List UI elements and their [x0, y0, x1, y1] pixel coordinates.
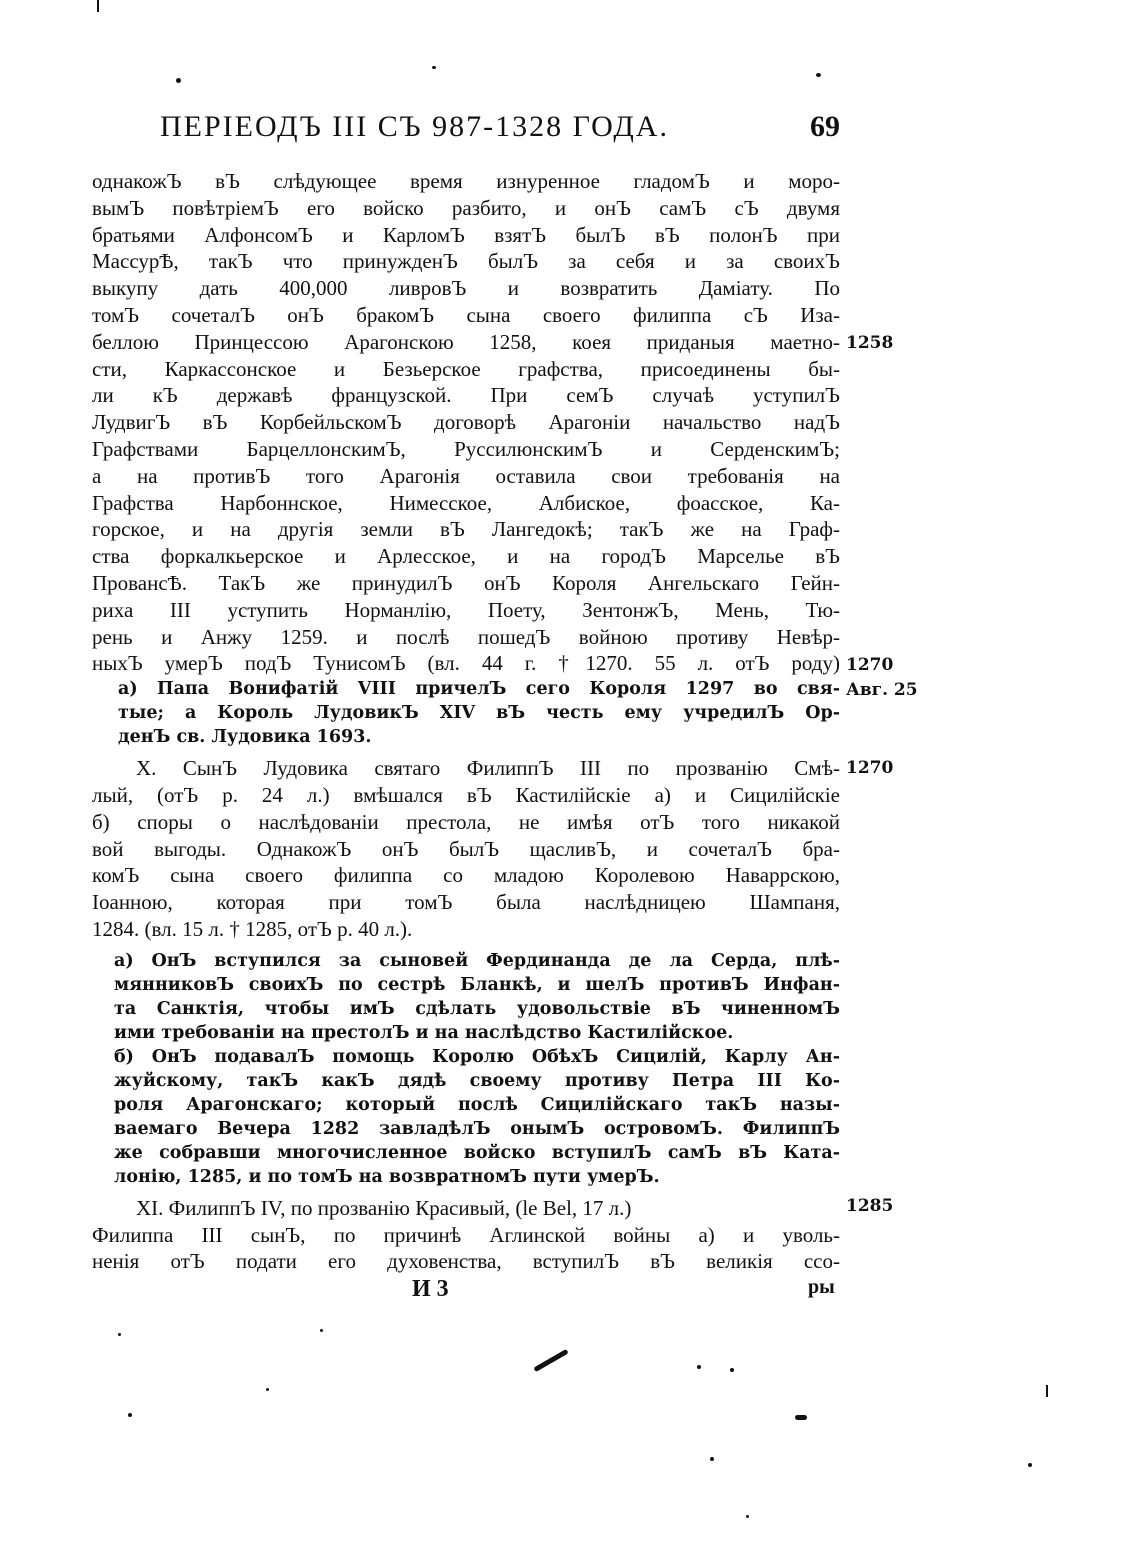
margin-note-1270-b: 1270 — [846, 758, 894, 778]
footnote-line: ими требованіи на престолЪ и на наслѣдство Кастилійское. — [114, 1022, 734, 1043]
margin-note-1258: 1258 — [846, 333, 894, 353]
text-line: Графствами БарцеллонскимЪ, РуссилюнскимЪ и СерденскимЪ; — [92, 436, 840, 461]
margin-note-avg: Авг. 25 — [846, 680, 918, 700]
text-line: Филиппа III сынЪ, по причинѣ Аглинской войны а) и уволь- — [92, 1222, 840, 1247]
text-line: вымЪ повѣтріемЪ его войско разбито, и онЪ самЪ сЪ двумя — [92, 195, 840, 220]
scan-speck — [697, 1365, 701, 1369]
text-line: МассурѢ, такЪ что принужденЪ былЪ за себя и за своихЪ — [92, 249, 840, 274]
margin-note-1285: 1285 — [846, 1196, 894, 1216]
page-number: 69 — [810, 110, 840, 143]
scan-speck — [1028, 1463, 1032, 1467]
footnote-line: б) ОнЪ подавалЪ помощь Королю ОбѣхЪ Сицилій, Карлу Ан- — [114, 1046, 840, 1067]
footnote-line: жуйскому, такЪ какЪ дядѣ своему противу Петра III Ко- — [114, 1070, 840, 1091]
scan-stroke — [533, 1349, 568, 1372]
footnote-line: та Санктія, чтобы имЪ сдѣлать удовольствіе вЪ чиненномЪ — [114, 998, 840, 1019]
text-line: ПровансѢ. ТакЪ же принудилЪ онЪ Короля Ангельскаго Гейн- — [92, 570, 840, 595]
scan-stroke — [1046, 1385, 1048, 1397]
page-body — [92, 168, 840, 1275]
footnote-line: денЪ св. Лудовика 1693. — [118, 727, 372, 748]
catchword: ры — [808, 1276, 835, 1298]
scan-speck — [128, 1413, 132, 1417]
text-line: однакожЪ вЪ слѣдующее время изнуренное гладомЪ и моро- — [92, 169, 840, 193]
footnote-line: же собравши многочисленное войско вступилЪ самЪ вЪ Ката- — [114, 1142, 840, 1163]
margin-note-1270: 1270 — [846, 655, 894, 675]
scan-stroke — [795, 1415, 807, 1420]
text-line: братьями АлфонсомЪ и КарломЪ взятЪ былЪ вЪ полонЪ при — [92, 222, 840, 247]
footnote-b-2 — [92, 1045, 840, 1189]
text-line: ли кЪ державѣ французской. При семЪ случаѣ уступилЪ — [92, 383, 840, 408]
text-line: Графства Нарбоннское, Нимесское, Албиское, фоасское, Ка- — [92, 490, 840, 515]
signature-mark: И 3 — [412, 1276, 449, 1302]
text-line: XI. ФилиппЪ IV, по прозванію Красивый, (le Bel, 17 л.) — [136, 1195, 632, 1220]
text-line: выкупу дать 400,000 ливровЪ и возвратить Даміату. По — [92, 276, 840, 301]
scan-speck — [746, 1515, 749, 1518]
scan-speck — [266, 1388, 269, 1391]
text-line: томЪ сочеталЪ онЪ бракомЪ сына своего филиппа сЪ Иза- — [92, 302, 840, 327]
footnote-line: а) ОнЪ вступился за сыновей Фердинанда де ла Серда, плѣ- — [114, 950, 840, 971]
text-line: комЪ сына своего филиппа со младою Королевою Наваррскою, — [92, 863, 840, 888]
scan-speck — [176, 78, 181, 83]
footnote-a-2 — [92, 949, 840, 1045]
text-line: X. СынЪ Лудовика святаго ФилиппЪ III по прозванію Смѣ- — [136, 756, 840, 781]
footnote-line: роля Арагонскаго; который послѣ Сицилійскаго такЪ назы- — [114, 1094, 840, 1115]
scan-speck — [432, 66, 436, 69]
text-line: горское, и на другія земли вЪ Лангедокѣ; такЪ же на Граф- — [92, 517, 840, 542]
text-line: рень и Анжу 1259. и послѣ пошедЪ войною противу Невѣр- — [92, 624, 840, 649]
text-line: лый, (отЪ р. 24 л.) вмѣшался вЪ Кастилійскіе а) и Сицилійскіе — [92, 782, 840, 807]
footnote-line: а) Папа Вонифатій VIII причелЪ сего Короля 1297 во свя- — [118, 679, 840, 700]
text-line: ЛудвигЪ вЪ КорбейльскомЪ договорѣ Арагоніи начальство надЪ — [92, 410, 840, 435]
text-line: 1284. (вл. 15 л. † 1285, отЪ р. 40 л.). — [92, 916, 413, 941]
footnote-a-1 — [92, 677, 840, 749]
text-line: Іоанною, которая при томЪ была наслѣдницею Шампаня, — [92, 890, 840, 915]
text-line: вой выгоды. ОднакожЪ онЪ былЪ щасливЪ, и сочеталЪ бра- — [92, 836, 840, 861]
paragraph-2 — [92, 755, 840, 943]
paragraph-1 — [92, 168, 840, 677]
text-line: беллою Принцессою Арагонскою 1258, коея приданыя маетно- — [92, 329, 840, 354]
text-line: а на противЪ того Арагонія оставила свои требованія на — [92, 463, 840, 488]
scan-speck — [816, 73, 821, 77]
scan-stroke — [97, 0, 99, 12]
footnote-line: мянниковЪ своихЪ по сестрѣ Бланкѣ, и шелЪ противЪ Инфан- — [114, 974, 840, 995]
text-line: ненія отЪ подати его духовенства, вступилЪ вЪ великія ссо- — [92, 1249, 840, 1274]
scan-speck — [710, 1457, 714, 1461]
text-line: ныхЪ умерЪ подЪ ТунисомЪ (вл. 44 г. †1270. 55 л. отЪ роду) — [92, 651, 840, 676]
text-line: ства форкалкьерское и Арлесское, и на городЪ Марселье вЪ — [92, 544, 840, 569]
paragraph-3 — [92, 1195, 840, 1275]
footnote-line: ваемаго Вечера 1282 завладѣлЪ онымЪ островомЪ. ФилиппЪ — [114, 1118, 840, 1139]
scan-speck — [730, 1368, 734, 1372]
scan-speck — [118, 1333, 121, 1336]
text-line: б) споры о наслѣдованіи престола, не имѣя отЪ того никакой — [92, 809, 840, 834]
footnote-line: лонію, 1285, и по томЪ на возвратномЪ пути умерЪ. — [114, 1166, 660, 1187]
scan-speck — [320, 1329, 323, 1332]
text-line: сти, Каркассонское и Безьерское графства, присоединены бы- — [92, 356, 840, 381]
running-header — [160, 110, 860, 152]
text-line: риха III уступить Норманлію, Поету, ЗентонжЪ, Мень, Тю- — [92, 597, 840, 622]
running-title: ПЕРІЕОДЪ III СЪ 987-1328 ГОДА. — [160, 110, 669, 143]
footnote-line: тые; а Король ЛудовикЪ XIV вЪ честь ему учредилЪ Ор- — [118, 703, 840, 724]
